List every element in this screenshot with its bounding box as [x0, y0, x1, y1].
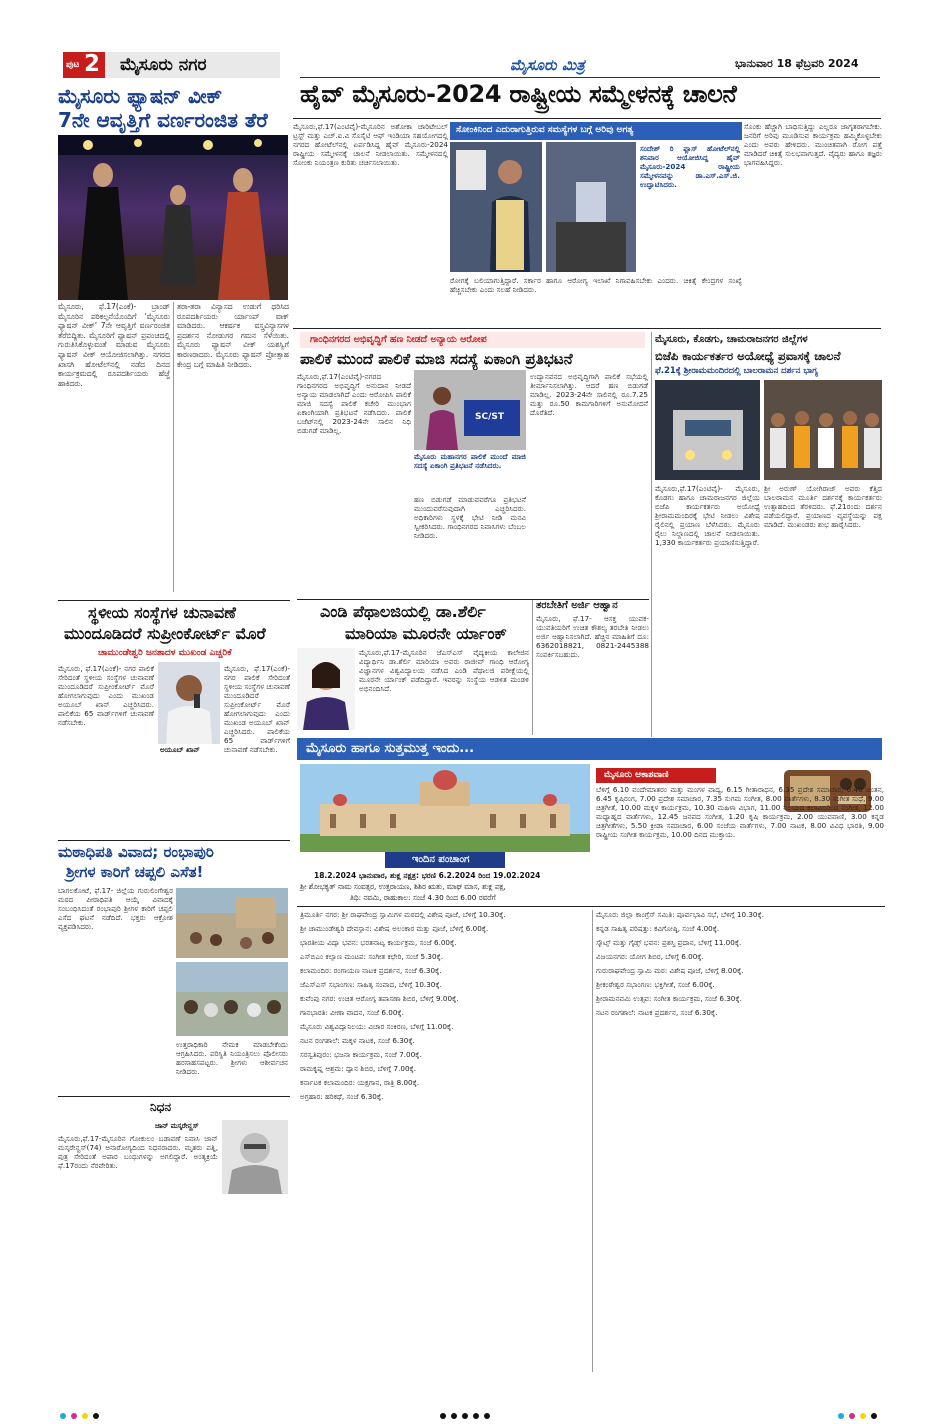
radio-title: ಮೈಸೂರು ಆಕಾಶವಾಣಿ [604, 770, 669, 780]
event-item: ಕರ್ನಾಟಕ ಕಲಾಮಂದಿರ: ಯಕ್ಷಗಾನ, ರಾತ್ರಿ 8.00ಕ್ಕೆ. [300, 1078, 420, 1087]
divider-obituary [58, 1096, 290, 1097]
event-item: ಮೈಸೂರು ವಿಶ್ವವಿದ್ಯಾನಿಲಯ: ವಿಚಾರ ಸಂಕಿರಣ, ಬೆಳಿಗ್ಗೆ 11.00ಕ್ಕೆ. [300, 1022, 454, 1031]
protest-col-1: ಮೈಸೂರು,ಫೆ.17(ಎಂಟಿವೈ)-ನಗರದ ಗಾಂಧಿನಗರದ ಅಭಿವೃದ್ಧಿಗೆ ಅನುದಾನ ನೀಡದೆ ಅನ್ಯಾಯ ಮಾಡಲಾಗಿದೆ ಎಂದು ಆರೋಪಿಸಿ ಪಾಲಿಕೆ ಮಾಜಿ ಸದಸ್ಯೆ ಪಾಲಿಕೆ ಕಚೇರಿ ಮುಂಭಾಗ ಏಕಾಂಗಿಯಾಗಿ ಪ್ರತಿಭಟನೆ ನಡೆಸಿದರು. ಪಾಲಿಕೆ ಬಜೆಟ್‍ನಲ್ಲಿ 2023-24ನೇ ಸಾಲಿನ ನಿಧಿ ಬಿಡುಗಡೆ ಮಾಡಿಲ್ಲ. [297, 372, 411, 435]
divider-events-columns [592, 910, 593, 1372]
training-body: ಮೈಸೂರು, ಫೆ.17- ಆಸಕ್ತ ಯುವಕ-ಯುವತಿಯರಿಗೆ ಉಚಿತ ಕೌಶಲ್ಯ ತರಬೇತಿ ನೀಡಲು ಅರ್ಜಿ ಆಹ್ವಾನಿಸಲಾಗಿದೆ. ಹೆಚ್ಚಿನ ಮಾಹಿತಿಗೆ ದೂ: 6362018821, 0821-2445388 ಸಂಪರ್ಕಿಸಬಹುದು. [536, 614, 649, 659]
mutt-col-2: ಉತ್ತರಾಧಿಕಾರಿ ನೇಮಕ ಮಾಡಬೇಕೆಂದು ಆಗ್ರಹಿಸಿದರು. ಪರಿಸ್ಥಿತಿ ನಿಯಂತ್ರಿಸಲು ಪೊಲೀಸರು ಹರಸಾಹಸಪಟ್ಟರು. ಶ್ರೀಗಳು ಆಶೀರ್ವಚನ ನೀಡಿದರು. [176, 1040, 288, 1076]
protest-col-2: ಹಣ ಬಿಡುಗಡೆ ಮಾಡುವವರೆಗೂ ಪ್ರತಿಭಟನೆ ಮುಂದುವರೆಸುವುದಾಗಿ ಎಚ್ಚರಿಸಿದರು. ಅಧಿಕಾರಿಗಳು ಸ್ಥಳಕ್ಕೆ ಭೇಟಿ ನೀಡಿ ಮನವಿ ಸ್ವೀಕರಿಸಿದರು. ಗಾಂಧಿನಗರದ ನಿವಾಸಿಗಳು ಬೆಂಬಲ ನೀಡಿದರು. [414, 495, 526, 540]
today-banner-text: ಮೈಸೂರು ಹಾಗೂ ಸುತ್ತಮುತ್ತ ಇಂದು... [306, 741, 475, 756]
elections-subtitle: ಚಾಮುಂಡೇಶ್ವರಿ ಜನತಾದಳ ಮುಖಂಡ ಎಚ್ಚರಿಕೆ [98, 648, 232, 658]
main-col-2-bottom: ರೋಗಕ್ಕೆ ಬಲಿಯಾಗುತ್ತಿದ್ದಾರೆ. ಸರ್ಕಾರ ಹಾಗೂ ಆರೋಗ್ಯ ಇಲಾಖೆ ನಿಗಾವಹಿಸಬೇಕು ಎಂದರು. ಚಿಕಿತ್ಸೆ ಕೇಂದ್ರಗಳ ಸಂಖ್ಯೆ ಹೆಚ್ಚಿಸಬೇಕು ಎಂದು ಸಲಹೆ ನೀಡಿದರು. [450, 276, 742, 294]
ayodhya-kicker: ಮೈಸೂರು, ಕೊಡಗು, ಚಾಮರಾಜನಗರ ಜಿಲ್ಲೆಗಳ [655, 334, 808, 345]
event-item: ಕುವೆಂಪು ನಗರ: ಉಚಿತ ಆರೋಗ್ಯ ತಪಾಸಣಾ ಶಿಬಿರ, ಬೆಳಿಗ್ಗೆ 9.00ಕ್ಕೆ. [300, 994, 459, 1003]
divider-elections [58, 600, 290, 601]
event-item: ರಾಮಕೃಷ್ಣ ಆಶ್ರಮ: ಧ್ಯಾನ ಶಿಬಿರ, ಬೆಳಿಗ್ಗೆ 7.00ಕ್ಕೆ. [300, 1064, 417, 1073]
event-item: ಕನ್ನಡ ಸಾಹಿತ್ಯ ಪರಿಷತ್ತು: ಕವಿಗೋಷ್ಠಿ, ಸಂಜೆ 4.00ಕ್ಕೆ. [596, 924, 720, 933]
events-left [300, 910, 586, 1372]
protest-photo-caption: ಮೈಸೂರು ಮಹಾನಗರ ಪಾಲಿಕೆ ಮುಂದೆ ಮಾಜಿ ಸದಸ್ಯೆ ಏಕಾಂಗಿ ಪ್ರತಿಭಟನೆ ನಡೆಸಿದರು. [414, 452, 526, 470]
obituary-name: ಜಾನ್ ಮಸ್ಕರೇನ್ಹಸ್ [155, 1122, 199, 1130]
rank-photo [297, 648, 355, 730]
elections-body: ಮೈಸೂರು, ಫೆ.17(ಎಂಕೆ)- ನಗರ ಪಾಲಿಕೆ ಸೇರಿದಂತೆ ಸ್ಥಳೀಯ ಸಂಸ್ಥೆಗಳ ಚುನಾವಣೆ ಮುಂದೂಡಿದರೆ ಸುಪ್ರೀಂಕೋರ್ಟ್ ಮೊರೆ ಹೋಗಲಾಗುವುದು ಎಂದು ಮುಖಂಡ ಅಯೂಬ್ ಖಾನ್ ಎಚ್ಚರಿಸಿದರು. ಪಾಲಿಕೆಯ 65 ವಾರ್ಡ್‍ಗಳಿಗೆ ಚುನಾವಣೆ ನಡೆಸಬೇಕು. [58, 664, 154, 727]
radio-body: ಬೆಳಿಗ್ಗೆ 6.10 ವಂದೇಮಾತರಂ ಮತ್ತು ಮಂಗಳ ವಾದ್ಯ, 6.15 ಗೀತಾರಾಧನ, 6.35 ಪ್ರದೇಶ ಸಮಾಚಾರ, 6.40 ಚಿಂತನ, 6.45 ಕೃಷಿರಂಗ, 7.00 ಪ್ರದೇಶ ಸಮಾಚಾರ, 7.35 ಸುಗಮ ಸಂಗೀತ, 8.00 ವಾರ್ತೆಗಳು, 8.30 ಸಂಗೀತ ಸುಧೆ, 9.00 ಚಿತ್ರಗೀತೆ, 10.00 ಮಕ್ಕಳ ಕಾರ್ಯಕ್ರಮ, 10.30 ಮಹಿಳಾ ವಿಭಾಗ, 11.00 ನಿಲಯದ ಕಲಾವಿದರಿಂದ ಸಂಗೀತ, 12.00 ಮಧ್ಯಾಹ್ನದ ವಾರ್ತೆಗಳು, 12.45 ಜನಪದ ಸಂಗೀತ, 1.20 ಕೃಷಿ ಕಾರ್ಯಕ್ರಮ, 2.00 ಯುವವಾಣಿ, 3.00 ಕನ್ನಡ ಚಿತ್ರಗೀತೆಗಳು, 5.50 ಕ್ರೀಡಾ ಸಮಾಚಾರ, 6.00 ಸಂಜೆಯ ವಾರ್ತೆಗಳು, 7.00 ನಾಟಕ, 8.00 ವಿವಿಧ ಭಾರತಿ, 9.00 ರಾಷ್ಟ್ರೀಯ ಸಂಗೀತ ಕಾರ್ಯಕ್ರಮ, 10.00 ದಿನದ ಮುಕ್ತಾಯ. [596, 785, 884, 839]
event-item: ಜೆಎಸ್‍ಎಸ್ ಸಭಾಂಗಣ: ಸಾಹಿತ್ಯ ಸಂವಾದ, ಬೆಳಿಗ್ಗೆ 10.30ಕ್ಕೆ. [300, 980, 442, 989]
protest-headline: ಪಾಲಿಕೆ ಮುಂದೆ ಪಾಲಿಕೆ ಮಾಜಿ ಸದಸ್ಯೆ ಏಕಾಂಗಿ ಪ್ರತಿಭಟನೆ [300, 350, 573, 368]
elections-title-2: ಮುಂದೂಡಿದರೆ ಸುಪ್ರೀಂಕೋರ್ಟ್ ಮೊರೆ [64, 624, 266, 643]
protest-kicker: ಗಾಂಧಿನಗರದ ಅಭಿವೃದ್ಧಿಗೆ ಹಣ ನೀಡದೆ ಅನ್ಯಾಯ ಆರೋಪ [310, 334, 487, 345]
event-item: ಶ್ರೀರಾಮನವಮಿ ಉತ್ಸವ: ಸಂಗೀತ ಕಾರ್ಯಕ್ರಮ, ಸಂಜೆ 6.30ಕ್ಕೆ. [596, 994, 742, 1003]
mutt-title-1: ಮಠಾಧಿಪತಿ ವಿವಾದ; ರಂಭಾಪುರಿ [58, 843, 214, 861]
palace-photo [300, 764, 590, 852]
event-item: ಸರಸ್ವತಿಪುರಂ: ಭಜನಾ ಕಾರ್ಯಕ್ರಮ, ಸಂಜೆ 7.00ಕ್ಕೆ. [300, 1050, 422, 1059]
ayodhya-group-photo [764, 380, 882, 480]
fashion-col-2: ತರಾ-ತರಾ ವಿನ್ಯಾಸದ ಉಡುಗೆ ಧರಿಸಿದ ರೂಪದರ್ಶಿಯರು ರ್ಯಾಂಪ್ ವಾಕ್ ಮಾಡಿದರು. ಆಕರ್ಷಕ ವಸ್ತ್ರವಿನ್ಯಾಸಗಳ ಪ್ರದರ್ಶನ ನೋಡುಗರ ಗಮನ ಸೆಳೆಯಿತು. ಮೈಸೂರು ಫ್ಯಾಷನ್ ವೀಕ್ ಯಶಸ್ವಿಗೆ ಕಾರಣರಾದರು. ಮೈಸೂರು ಫ್ಯಾಷನ್ ಪ್ರೋತ್ಸಾಹ ಕೇಂದ್ರ ಬಗ್ಗೆ ಮಾಹಿತಿ ನೀಡಿದರು. [177, 302, 289, 369]
ayub-khan-photo [158, 662, 220, 744]
ayodhya-train-photo [655, 380, 760, 480]
event-item: ಎಸ್‍ಬಿಎಂ ಕಲ್ಯಾಣ ಮಂಟಪ: ಸಂಗೀತ ಕಛೇರಿ, ಸಂಜೆ 5.30ಕ್ಕೆ. [300, 952, 443, 961]
issue-date: ಭಾನುವಾರ 18 ಫೆಬ್ರವರಿ 2024 [735, 57, 859, 70]
divider-rank-training [532, 600, 533, 735]
protest-col-3: ಉದ್ಯಾನವನದ ಅಭಿವೃದ್ಧಿಗಾಗಿ ಪಾಲಿಕೆ ಸಭೆಯಲ್ಲಿ ತೀರ್ಮಾನಿಸಲಾಗಿತ್ತು. ಆದರೆ ಹಣ ಬಿಡುಗಡೆ ಮಾಡಿಲ್ಲ. 2023-24ನೇ ಸಾಲಿನಲ್ಲಿ ರೂ.7.25 ಮತ್ತು ರೂ.50 ಕಾಮಗಾರಿಗಳಿಗೆ ಅನುಮೋದನೆ ದೊರೆತಿದೆ. [530, 372, 648, 417]
fashion-photo [58, 135, 288, 300]
fashion-col-divider [173, 302, 174, 592]
event-item: ಶ್ರೀಕಂಠೇಶ್ವರ ಸಭಾಂಗಣ: ಭಕ್ತಿಗೀತೆ, ಸಂಜೆ 6.00ಕ್ಕೆ. [596, 980, 715, 989]
elections-body-right: ಮೈಸೂರು, ಫೆ.17(ಎಂಕೆ)- ನಗರ ಪಾಲಿಕೆ ಸೇರಿದಂತೆ ಸ್ಥಳೀಯ ಸಂಸ್ಥೆಗಳ ಚುನಾವಣೆ ಮುಂದೂಡಿದರೆ ಸುಪ್ರೀಂಕೋರ್ಟ್ ಮೊರೆ ಹೋಗಲಾಗುವುದು ಎಂದು ಮುಖಂಡ ಅಯೂಬ್ ಖಾನ್ ಎಚ್ಚರಿಸಿದರು. ಪಾಲಿಕೆಯ 65 ವಾರ್ಡ್‍ಗಳಿಗೆ ಚುನಾವಣೆ ನಡೆಸಬೇಕು. [224, 664, 290, 754]
main-col-3: ಸೊಂಕು ಹೆಚ್ಚಾಗಿ ಬಾಧಿಸುತ್ತಿದ್ದು ಎಲ್ಲರೂ ಜಾಗೃತರಾಗಬೇಕು. ಜನರಿಗೆ ಅರಿವು ಮೂಡಿಸುವ ಕಾರ್ಯಕ್ರಮ ಹಮ್ಮಿಕೊಳ್ಳಬೇಕು ಎಂದು ಅವರು ಹೇಳಿದರು. ಮುಂಚಿತವಾಗಿ ರೋಗ ಪತ್ತೆ ಮಾಡಿದರೆ ಚಿಕಿತ್ಸೆ ಸುಲಭವಾಗುತ್ತದೆ. ವೈದ್ಯರು ಹಾಗೂ ತಜ್ಞರು ಭಾಗವಹಿಸಿದ್ದರು. [744, 122, 882, 167]
event-item: ಅಗ್ರಹಾರ: ಹರಿಕಥೆ, ಸಂಜೆ 6.30ಕ್ಕೆ. [300, 1092, 384, 1101]
ayodhya-col-1: ಮೈಸೂರು,ಫೆ.17(ಎಂಟಿವೈ)- ಮೈಸೂರು, ಕೊಡಗು ಹಾಗೂ ಚಾಮರಾಜನಗರ ಜಿಲ್ಲೆಯ ಬಿಜೆಪಿ ಕಾರ್ಯಕರ್ತರು ಅಯೋಧ್ಯೆ ಶ್ರೀರಾಮಮಂದಿರಕ್ಕೆ ಭೇಟಿ ನೀಡಲು ವಿಶೇಷ ರೈಲಿನಲ್ಲಿ ಪ್ರಯಾಣ ಬೆಳೆಸಿದರು. ಮೈಸೂರು ರೈಲು ನಿಲ್ದಾಣದಲ್ಲಿ ಚಾಲನೆ ನೀಡಲಾಯಿತು. 1,330 ಕಾರ್ಯಕರ್ತರು ಪ್ರಯಾಣಿಸುತ್ತಿದ್ದಾರೆ. [655, 484, 760, 547]
divider-protest-ayodhya [651, 332, 652, 737]
divider-mutt [58, 840, 290, 841]
event-item: ಭಾರತೀಯ ವಿದ್ಯಾ ಭವನ: ಭರತನಾಟ್ಯ ಕಾರ್ಯಕ್ರಮ, ಸಂಜೆ 6.00ಕ್ಕೆ. [300, 938, 457, 947]
obituary-title: ನಿಧನ [150, 1100, 172, 1114]
training-headline: ತರಬೇತಿಗೆ ಅರ್ಜಿ ಆಹ್ವಾನ [536, 600, 618, 611]
ayodhya-col-2: ಶ್ರೀ ಅರುಣ್ ಯೋಗಿರಾಜ್ ಅವರು ಕೆತ್ತಿದ ಬಾಲರಾಮನ ಮೂರ್ತಿ ದರ್ಶನಕ್ಕೆ ಕಾರ್ಯಕರ್ತರು ಉತ್ಸಾಹದಿಂದ ತೆರಳಿದರು. ಫೆ.21ರಂದು ದರ್ಶನ ಪಡೆಯಲಿದ್ದಾರೆ. ಪ್ರಯಾಣದ ವ್ಯವಸ್ಥೆಯನ್ನು ಪಕ್ಷ ಮಾಡಿದೆ. ಮುಖಂಡರು ಶುಭ ಹಾರೈಸಿದರು. [764, 484, 882, 529]
main-conference-photo [450, 142, 542, 272]
panchanga-title: ಇಂದಿನ ಪಂಚಾಂಗ [412, 854, 470, 865]
section-title: ಮೈಸೂರು ನಗರ [120, 55, 207, 75]
ayub-khan-caption: ಅಯೂಬ್ ಖಾನ್ [160, 746, 200, 754]
event-item: ಕಲಾಮಂದಿರ: ರಂಗಾಯಣ ನಾಟಕ ಪ್ರದರ್ಶನ, ಸಂಜೆ 6.30ಕ್ಕೆ. [300, 966, 442, 975]
main-sub-banner-text: ಸೋಂಕಿನಿಂದ ಎದುರಾಗುತ್ತಿರುವ ಸಮಸ್ಯೆಗಳ ಬಗ್ಗೆ ಅರಿವು ಅಗತ್ಯ [456, 125, 634, 135]
event-item: ಗುರುರಾಘವೇಂದ್ರ ಸ್ವಾಮಿ ಮಠ: ವಿಶೇಷ ಪೂಜೆ, ಬೆಳಿಗ್ಗೆ 8.00ಕ್ಕೆ. [596, 966, 744, 975]
registration-marks-center [440, 1404, 495, 1423]
event-item: ಸ್ಕೌಟ್ಸ್ ಮತ್ತು ಗೈಡ್ಸ್ ಭವನ: ಪ್ರಶಸ್ತಿ ಪ್ರದಾನ, ಬೆಳಿಗ್ಗೆ 11.00ಕ್ಕೆ. [596, 938, 742, 947]
rank-body: ಮೈಸೂರು,ಫೆ.17-ಮೈಸೂರಿನ ಜೆಎಸ್‍ಎಸ್ ವೈದ್ಯಕೀಯ ಕಾಲೇಜಿನ ವಿದ್ಯಾರ್ಥಿನಿ ಡಾ.ಶೆರ್ಲಿ ಮಾರಿಯಾ ಅವರು ರಾಜೀವ್ ಗಾಂಧಿ ಆರೋಗ್ಯ ವಿಜ್ಞಾನಗಳ ವಿಶ್ವವಿದ್ಯಾಲಯ ನಡೆಸಿದ ಎಂಡಿ ಪೆಥಾಲಜಿ ಪರೀಕ್ಷೆಯಲ್ಲಿ ಮೂರನೇ ರ್ಯಾಂಕ್ ಪಡೆದಿದ್ದಾರೆ. ಇವರನ್ನು ಸಂಸ್ಥೆಯ ಆಡಳಿತ ಮಂಡಳಿ ಅಭಿನಂದಿಸಿದೆ. [359, 648, 529, 693]
obituary-photo [222, 1120, 288, 1194]
panchanga-line-1: 18.2.2024 ಭಾನುವಾರ, ಶುಕ್ಲ ನಕ್ಷತ್ರ: ಭರಣಿ 6.2.2024 ರಿಂದ 19.02.2024 [314, 871, 541, 880]
fashion-title-1: ಮೈಸೂರು ಫ್ಯಾಷನ್ ವೀಕ್ [58, 84, 223, 108]
event-item: ಗಾನಭಾರತಿ: ವೀಣಾ ವಾದನ, ಸಂಜೆ 6.00ಕ್ಕೆ. [300, 1008, 404, 1017]
rank-headline-1: ಎಂಡಿ ಪೆಥಾಲಜಿಯಲ್ಲಿ ಡಾ.ಶೆರ್ಲಿ [320, 602, 486, 621]
protest-sign-text: SC/ST [475, 412, 504, 422]
registration-marks-right [838, 1404, 882, 1423]
mutt-photo-1 [176, 888, 288, 958]
event-item: ನಟನ ರಂಗಶಾಲೆ: ನಾಟಕ ಪ್ರದರ್ಶನ, ಸಂಜೆ 6.30ಕ್ಕೆ. [596, 1008, 718, 1017]
obituary-body: ಮೈಸೂರು,ಫೆ.17-ಮೈಸೂರಿನ ಗೋಕುಲಂ ಬಡಾವಣೆ ನಿವಾಸಿ ಜಾನ್ ಮಸ್ಕರೇನ್ಹಸ್(74) ಅನಾರೋಗ್ಯದಿಂದ ನಿಧನರಾದರು. ಮೃತರು ಪತ್ನಿ, ಪುತ್ರ ಸೇರಿದಂತೆ ಅಪಾರ ಬಂಧುಗಳನ್ನು ಅಗಲಿದ್ದಾರೆ. ಅಂತ್ಯಕ್ರಿಯೆ ಫೆ.17ರಂದು ನೆರವೇರಿತು. [58, 1134, 218, 1170]
divider-protest [293, 328, 881, 329]
page-label: ಪುಟ [66, 60, 80, 70]
event-item: ನಟನ ರಂಗಶಾಲೆ: ಮಕ್ಕಳ ನಾಟಕ, ಸಂಜೆ 6.30ಕ್ಕೆ. [300, 1036, 415, 1045]
fashion-col-1: ಮೈಸೂರು, ಫೆ.17(ಎಂಕೆ)- ಬ್ರಾಂಡ್ ಮೈಸೂರಿನ ಪರಿಕಲ್ಪನೆಯೊಂದಿಗೆ ‘ಮೈಸೂರು ಫ್ಯಾಷನ್ ವೀಕ್’ 7ನೇ ಆವೃತ್ತಿಗೆ ವರ್ಣರಂಜಿತ ತೆರೆಬಿದ್ದಿತು. ಮೈಸೂರಿಗೆ ಫ್ಯಾಷನ್ ಪ್ರಪಂಚದಲ್ಲಿ ಗುರುತಿಸಿಕೊಳ್ಳುವಂತೆ ಮಾಡುವ ಮೈಸೂರು ಫ್ಯಾಷನ್ ವೀಕ್ ಆಯೋಜಿಸಲಾಗಿತ್ತು. ನಗರದ ಖಾಸಗಿ ಹೋಟೆಲ್‍ನಲ್ಲಿ ನಡೆದ ದಿನದ ಕಾರ್ಯಕ್ರಮದಲ್ಲಿ ರೂಪದರ್ಶಿಯರು ಹೆಜ್ಜೆ ಹಾಕಿದರು. [58, 302, 170, 388]
mutt-col-1: ಬಾಗಲಕೋಟೆ, ಫೆ.17- ಜಿಲ್ಲೆಯ ಗುರುಲಿಂಗೇಶ್ವರ ಮಠದ ಪೀಠಾಧಿಪತಿ ಆಯ್ಕೆ ವಿವಾದಕ್ಕೆ ಸಂಬಂಧಿಸಿದಂತೆ ರಂಭಾಪುರಿ ಶ್ರೀಗಳ ಕಾರಿಗೆ ಚಪ್ಪಲಿ ಎಸೆದ ಘಟನೆ ನಡೆದಿದೆ. ಭಕ್ತರು ಆಕ್ರೋಶ ವ್ಯಕ್ತಪಡಿಸಿದರು. [58, 886, 173, 931]
main-col-1: ಮೈಸೂರು,ಫೆ.17(ಎಂಟಿವೈ)-ಮೈಸೂರಿನ ಅಶೋಕಾ ಚಾರಿಟೇಬಲ್ ಟ್ರಸ್ಟ್ ಮತ್ತು ಎಚ್.ಐ.ವಿ ಸೊಸೈಟಿ ಆಫ್ ಇಂಡಿಯಾ ಸಹಯೋಗದಲ್ಲಿ ನಗರದ ಹೋಟೆಲ್‍ನಲ್ಲಿ ಏರ್ಪಡಿಸಿದ್ದ ಹೈವ್ ಮೈಸೂರು-2024 ರಾಷ್ಟ್ರೀಯ ಸಮ್ಮೇಳನಕ್ಕೆ ಚಾಲನೆ ನೀಡಲಾಯಿತು. ಸಮ್ಮೇಳನದಲ್ಲಿ ಸೋಂಕು ನಿಯಂತ್ರಣ ಕುರಿತು ಚರ್ಚಿಸಲಾಯಿತು. [293, 122, 448, 167]
main-headline: ಹೈವ್ ಮೈಸೂರು-2024 ರಾಷ್ಟ್ರೀಯ ಸಮ್ಮೇಳನಕ್ಕೆ ಚಾಲನೆ [300, 80, 737, 108]
rank-headline-2: ಮಾರಿಯಾ ಮೂರನೇ ರ್ಯಾಂಕ್ [345, 624, 507, 643]
main-photo-caption: ಸಂದೇಶ್ ರಿ ಫ್ಲಾಸ್ ಹೋಟೆಲ್‍ನಲ್ಲಿ ಶನಿವಾರ ಆಯೋಜಿಸಿದ್ದ ಹೈವ್ ಮೈಸೂರು-2024 ರಾಷ್ಟ್ರೀಯ ಸಮ್ಮೇಳನವನ್ನು ಡಾ.ಎಸ್.ಎಸ್.ಜಿ. ಉದ್ಘಾಟಿಸಿದರು. [640, 144, 740, 189]
event-item: ಶ್ರೀ ಚಾಮುಂಡೇಶ್ವರಿ ದೇವಸ್ಥಾನ: ವಿಶೇಷ ಅಲಂಕಾರ ಮತ್ತು ಪೂಜೆ, ಬೆಳಿಗ್ಗೆ 6.00ಕ್ಕೆ. [300, 924, 489, 933]
event-item: ವಿಜಯನಗರ: ಯೋಗ ಶಿಬಿರ, ಬೆಳಿಗ್ಗೆ 6.00ಕ್ಕೆ. [596, 952, 704, 961]
event-item: ತ್ರಿಮೂರ್ತಿ ನಗರ: ಶ್ರೀ ರಾಘವೇಂದ್ರ ಸ್ವಾಮಿಗಳ ಮಠದಲ್ಲಿ ವಿಶೇಷ ಪೂಜೆ, ಬೆಳಿಗ್ಗೆ 10.30ಕ್ಕೆ. [300, 910, 506, 919]
masthead-underline [300, 77, 880, 78]
divider-events [297, 906, 885, 907]
fashion-title-2: 7ನೇ ಆವೃತ್ತಿಗೆ ವರ್ಣರಂಜಿತ ತೆರೆ [58, 108, 268, 132]
mutt-title-2: ಶ್ರೀಗಳ ಕಾರಿಗೆ ಚಪ್ಪಲಿ ಎಸೆತ! [66, 863, 204, 881]
events-right [596, 910, 884, 1372]
elections-title-1: ಸ್ಥಳೀಯ ಸಂಸ್ಥೆಗಳ ಚುನಾವಣೆ [88, 603, 236, 622]
masthead: ಮೈಸೂರು ಮಿತ್ರ [510, 56, 585, 74]
panchanga-line-3: ತಿಥಿ: ನವಮಿ, ರಾಹುಕಾಲ: ಸಂಜೆ 4.30 ರಿಂದ 6.00 ರವರೆಗೆ [350, 893, 496, 902]
ayodhya-headline: ಬಿಜೆಪಿ ಕಾರ್ಯಕರ್ತರ ಅಯೋಧ್ಯೆ ಪ್ರವಾಸಕ್ಕೆ ಚಾಲನೆ [655, 349, 841, 363]
registration-marks-left [60, 1404, 104, 1423]
main-conference-photo-2 [546, 142, 636, 272]
page-number: 2 [84, 51, 101, 77]
main-headline-rule [293, 118, 881, 119]
panchanga-line-2: ಶ್ರೀ ಶೋಭಕೃತ್ ನಾಮ ಸಂವತ್ಸರ, ಉತ್ತರಾಯಣ, ಶಿಶಿರ ಋತು, ಮಾಘ ಮಾಸ, ಶುಕ್ಲ ಪಕ್ಷ, [300, 882, 506, 891]
event-item: ಮೈಸೂರು ಜಿಲ್ಲಾ ಕಾಂಗ್ರೆಸ್ ಸಮಿತಿ: ಪೂರ್ವಭಾವಿ ಸಭೆ, ಬೆಳಿಗ್ಗೆ 10.30ಕ್ಕೆ. [596, 910, 764, 919]
ayodhya-sub: ಫೆ.21ಕ್ಕೆ ಶ್ರೀರಾಮಮಂದಿರದಲ್ಲಿ ಬಾಲರಾಮನ ದರ್ಶನ ಭಾಗ್ಯ [655, 366, 818, 376]
mutt-photo-2 [176, 962, 288, 1036]
protest-photo [414, 370, 526, 450]
